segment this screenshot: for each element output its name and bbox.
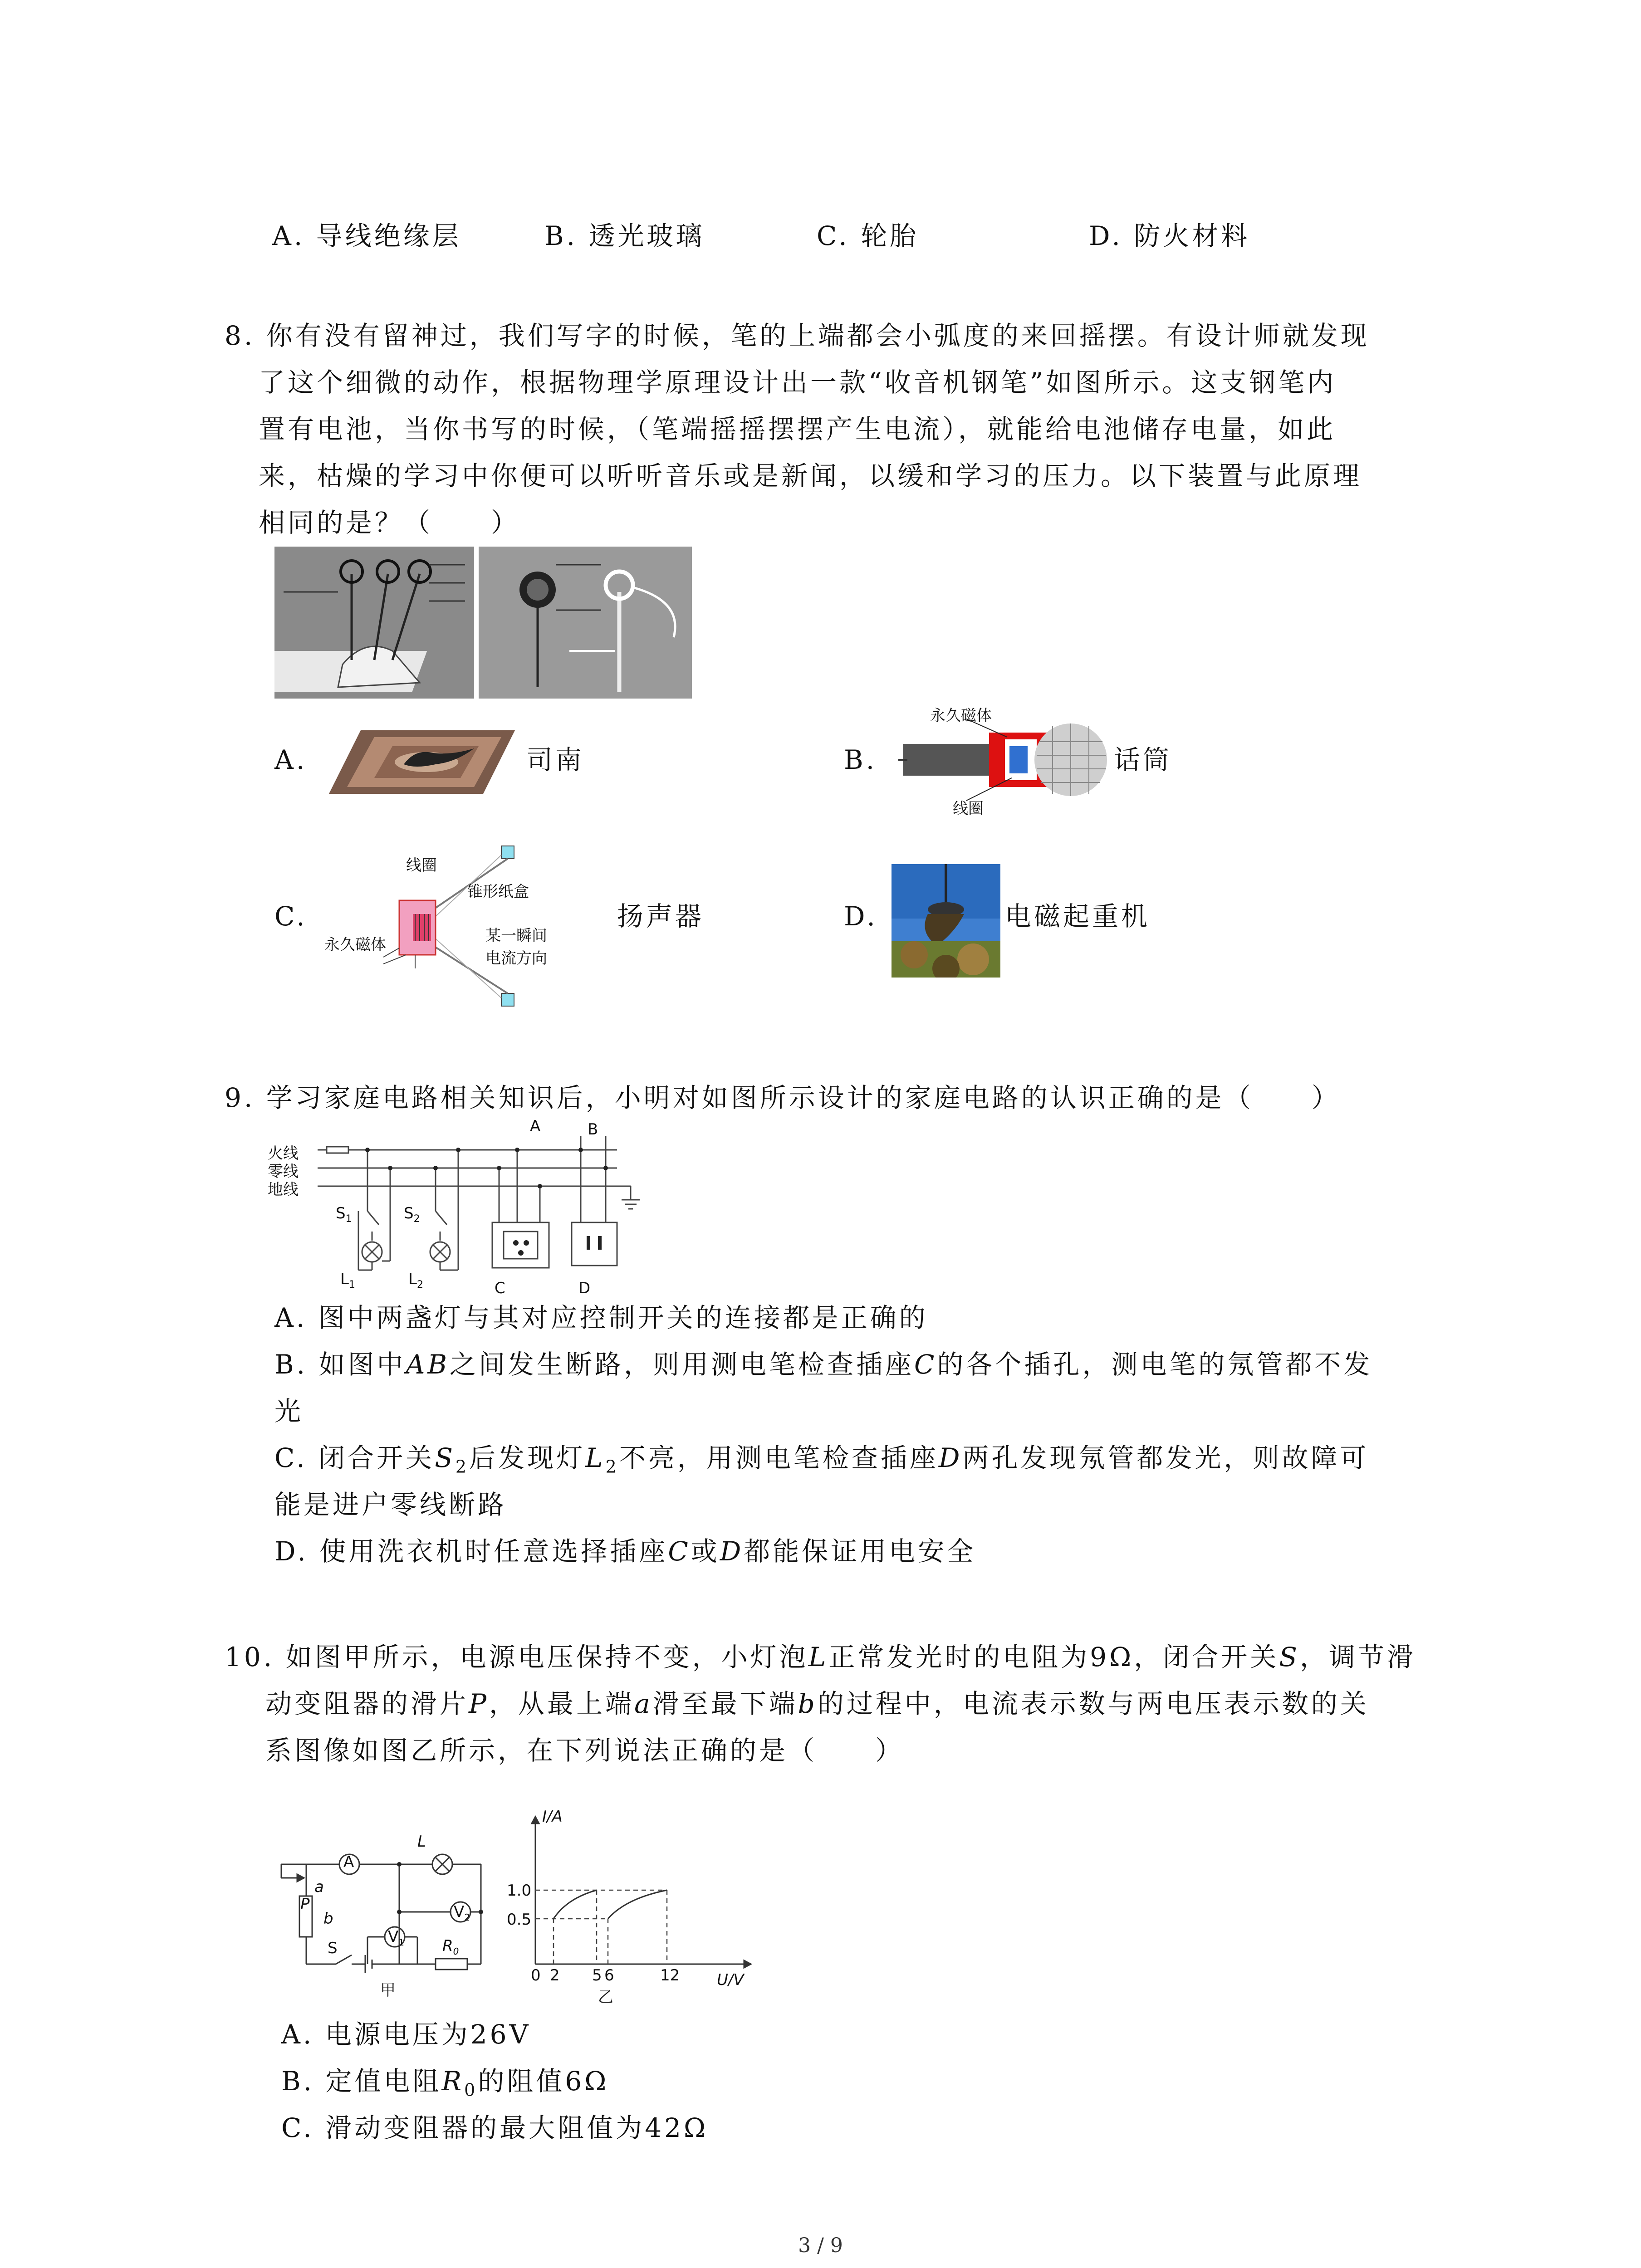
q8-stem-line3: 置有电池，当你书写的时候，（笔端摇摇摆摆产生电流），就能给电池储存电量，如此 — [259, 414, 1336, 445]
fig-resistor-r0: $R_0$ — [442, 1937, 459, 1957]
q8-option-c-label: 扬声器 — [617, 901, 705, 932]
speaker-label-moment: 某一瞬间 — [485, 927, 547, 945]
q10-option-a: A. 电源电压为26V — [281, 2019, 531, 2050]
q8-option-a-letter: A. — [274, 744, 308, 775]
q9-option-c: C. 闭合开关$S_2$后发现灯$L_2$不亮，用测电笔检查插座D两孔发现氖管都发光，则故障可 — [274, 1442, 1369, 1477]
q7-option-c: C. 轮胎 — [817, 220, 919, 251]
speaker-label-current: 电流方向 — [485, 949, 547, 968]
q9-option-c-line2: 能是进户零线断路 — [274, 1489, 507, 1520]
sinan-compass-image — [324, 721, 519, 798]
fig-terminal-b: b — [323, 1910, 333, 1928]
fig-caption-yi: 乙 — [598, 1988, 613, 2006]
electromagnetic-crane-photo — [892, 864, 1000, 978]
q9-option-d: D. 使用洗衣机时任意选择插座C或D都能保证用电安全 — [274, 1536, 976, 1567]
fig-voltmeter-v2: $V_2$ — [454, 1903, 470, 1923]
q8-option-d-label: 电磁起重机 — [1005, 901, 1151, 932]
label-switch-s1: $S_1$ — [336, 1204, 352, 1225]
graph-x-tick-0: 0 — [531, 1966, 541, 1984]
graph-x-tick-6: 6 — [604, 1966, 614, 1984]
q7-option-d: D. 防火材料 — [1089, 220, 1250, 251]
label-point-a: A — [530, 1117, 541, 1135]
graph-x-tick-2: 2 — [550, 1966, 560, 1984]
fig-switch-s: S — [328, 1939, 338, 1957]
radio-pen-photo — [274, 547, 692, 699]
fig-caption-jia: 甲 — [380, 1981, 396, 1999]
mic-label-magnet: 永久磁体 — [930, 707, 992, 725]
q7-option-a: A. 导线绝缘层 — [272, 220, 461, 251]
q8-option-b-label: 话筒 — [1114, 744, 1172, 775]
label-lamp-l2: $L_2$ — [408, 1270, 423, 1290]
label-ground-wire: 地线 — [268, 1181, 299, 1199]
q8-option-b-letter: B. — [844, 744, 877, 775]
fig-terminal-a: a — [314, 1878, 324, 1896]
label-socket-d: D — [578, 1279, 591, 1297]
label-live-wire: 火线 — [268, 1144, 299, 1163]
fig-lamp-l: L — [417, 1833, 426, 1851]
q8-stem-line2: 了这个细微的动作，根据物理学原理设计出一款“收音机钢笔”如图所示。这支钢笔内 — [259, 367, 1337, 398]
label-switch-s2: $S_2$ — [404, 1204, 420, 1225]
label-lamp-l1: $L_1$ — [340, 1270, 355, 1290]
graph-y-tick-1-0: 1.0 — [507, 1882, 532, 1900]
label-neutral-wire: 零线 — [268, 1163, 299, 1181]
page-number: 3 / 9 — [798, 2234, 843, 2257]
q10-stem-line2: 动变阻器的滑片P，从最上端a滑至最下端b的过程中，电流表示数与两电压表示数的关 — [265, 1688, 1369, 1719]
q9-option-b: B. 如图中AB之间发生断路，则用测电笔检查插座C的各个插孔，测电笔的氖管都不发 — [274, 1349, 1373, 1380]
q8-option-c-letter: C. — [274, 901, 308, 932]
q10-iu-graph — [517, 1810, 753, 1991]
q10-option-b: B. 定值电阻$R_0$的阻值6Ω — [281, 2066, 609, 2100]
fig-slider-p: P — [300, 1895, 310, 1913]
speaker-label-magnet: 永久磁体 — [324, 936, 386, 954]
label-point-b: B — [588, 1120, 598, 1139]
speaker-label-coil: 线圈 — [406, 856, 437, 875]
mic-label-coil: 线圈 — [953, 800, 984, 818]
q8-option-a-label: 司南 — [526, 744, 585, 775]
q10-option-c: C. 滑动变阻器的最大阻值为42Ω — [281, 2112, 709, 2143]
household-circuit-diagram — [268, 1120, 649, 1302]
q8-stem-line1: 8. 你有没有留神过，我们写字的时候，笔的上端都会小弧度的来回摇摆。有设计师就发现 — [225, 320, 1370, 351]
graph-x-tick-5: 5 — [592, 1966, 602, 1984]
fig-voltmeter-v1: $V_1$ — [388, 1928, 404, 1948]
speaker-label-cone: 锥形纸盒 — [467, 883, 529, 901]
q8-option-d-letter: D. — [844, 901, 878, 932]
fig-ammeter-a: A — [343, 1853, 354, 1871]
graph-x-axis-label: U/V — [717, 1971, 744, 1989]
q8-stem-line4: 来，枯燥的学习中你便可以听听音乐或是新闻，以缓和学习的压力。以下装置与此原理 — [259, 460, 1362, 491]
label-socket-c: C — [495, 1279, 505, 1297]
q9-stem: 9. 学习家庭电路相关知识后，小明对如图所示设计的家庭电路的认识正确的是（ ） — [225, 1082, 1341, 1113]
q9-option-a: A. 图中两盏灯与其对应控制开关的连接都是正确的 — [274, 1302, 928, 1333]
q9-option-b-line2: 光 — [274, 1396, 304, 1427]
q10-stem-line1: 10. 如图甲所示，电源电压保持不变，小灯泡L正常发光时的电阻为9Ω，闭合开关S，调节滑 — [225, 1642, 1416, 1672]
graph-x-tick-12: 12 — [660, 1966, 680, 1984]
q8-stem-line5: 相同的是？（ ） — [259, 507, 520, 538]
q7-option-b: B. 透光玻璃 — [544, 220, 705, 251]
graph-y-axis-label: I/A — [542, 1808, 563, 1826]
q10-stem-line3: 系图像如图乙所示，在下列说法正确的是（ ） — [265, 1735, 905, 1766]
graph-y-tick-0-5: 0.5 — [507, 1911, 532, 1929]
